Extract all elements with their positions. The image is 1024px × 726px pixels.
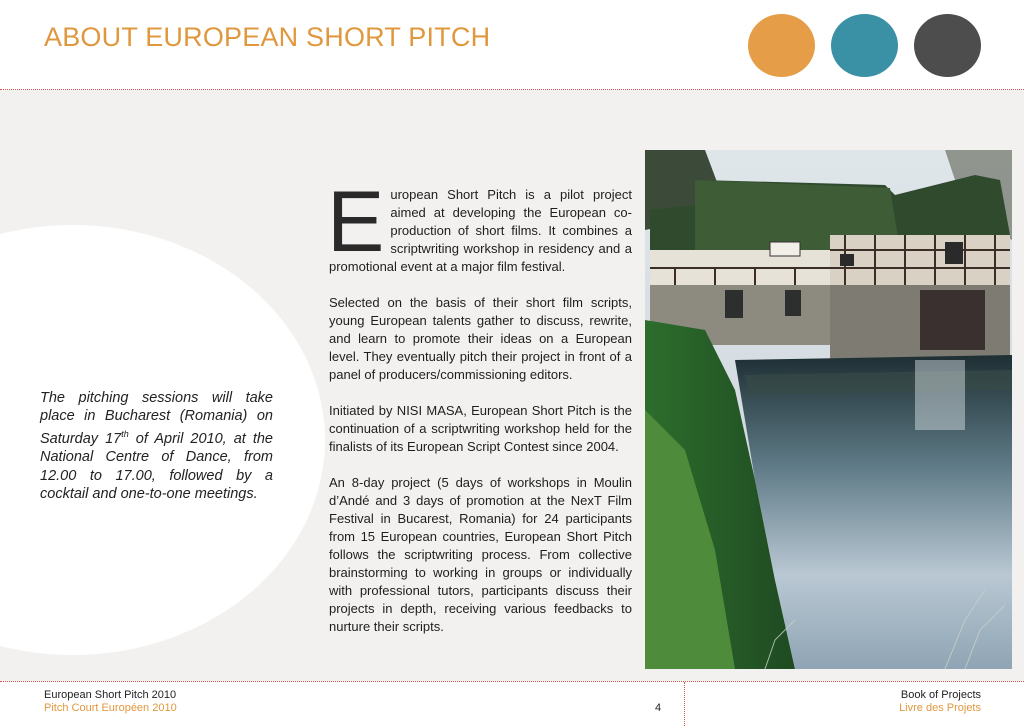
page-title: ABOUT EUROPEAN SHORT PITCH bbox=[44, 22, 491, 52]
article-paragraph: Initiated by NISI MASA, European Short Pitch is the continuation of a scriptwriting workshop held for the finalists of its European Script Contest since 2004. bbox=[329, 403, 632, 454]
article-paragraph: An 8-day project (5 days of workshops in Moulin d’Andé and 3 days of promotion at the NexT Film Festival in Bucarest, Romania) for 24 participants from 15 European countries, European Short Pitch follows the scriptwriting process. From collective brainstorming to working in groups or individually with professional tutors, participants discuss their projects in depth, receiving various feedbacks to nurture their scripts. bbox=[329, 475, 632, 634]
article-paragraph: European Short Pitch is a pilot project aimed at developing the European co-production of short films. It combines a scriptwriting workshop in residency and a promotional event at a major film festival. bbox=[327, 174, 632, 274]
footer-right-french: Livre des Projets bbox=[899, 702, 981, 714]
article-paragraph: Selected on the basis of their short film scripts, young European talents gather to discuss, rewrite, and learn to promote their ideas on a European level. They eventually pitch their project in front of a panel of producers/commissioning editors. bbox=[329, 295, 632, 382]
sidebar-quote: The pitching sessions will take place in Bucharest (Romania) on Saturday 17th of April 2010, at the National Centre of Dance, from 12.00 to 17.00, followed by a cocktail and one-to-one meetings. bbox=[40, 390, 273, 502]
drop-cap: E bbox=[327, 174, 385, 270]
bottom-divider bbox=[0, 681, 1024, 682]
page-number: 4 bbox=[655, 702, 662, 714]
footer-right bbox=[899, 689, 981, 715]
footer-left-french: Pitch Court Européen 2010 bbox=[44, 702, 177, 714]
content-area bbox=[0, 90, 1024, 681]
teal-circle-decoration bbox=[831, 14, 898, 77]
header bbox=[0, 0, 1024, 89]
orange-circle-decoration bbox=[748, 14, 815, 77]
footer-left bbox=[44, 689, 177, 715]
footer-right-english: Book of Projects bbox=[900, 689, 981, 701]
footer-left-english: European Short Pitch 2010 bbox=[44, 689, 177, 701]
mill-photo bbox=[645, 150, 1012, 669]
footer-vertical-divider bbox=[684, 682, 685, 726]
gray-circle-decoration bbox=[914, 14, 981, 77]
article-body bbox=[327, 174, 632, 654]
